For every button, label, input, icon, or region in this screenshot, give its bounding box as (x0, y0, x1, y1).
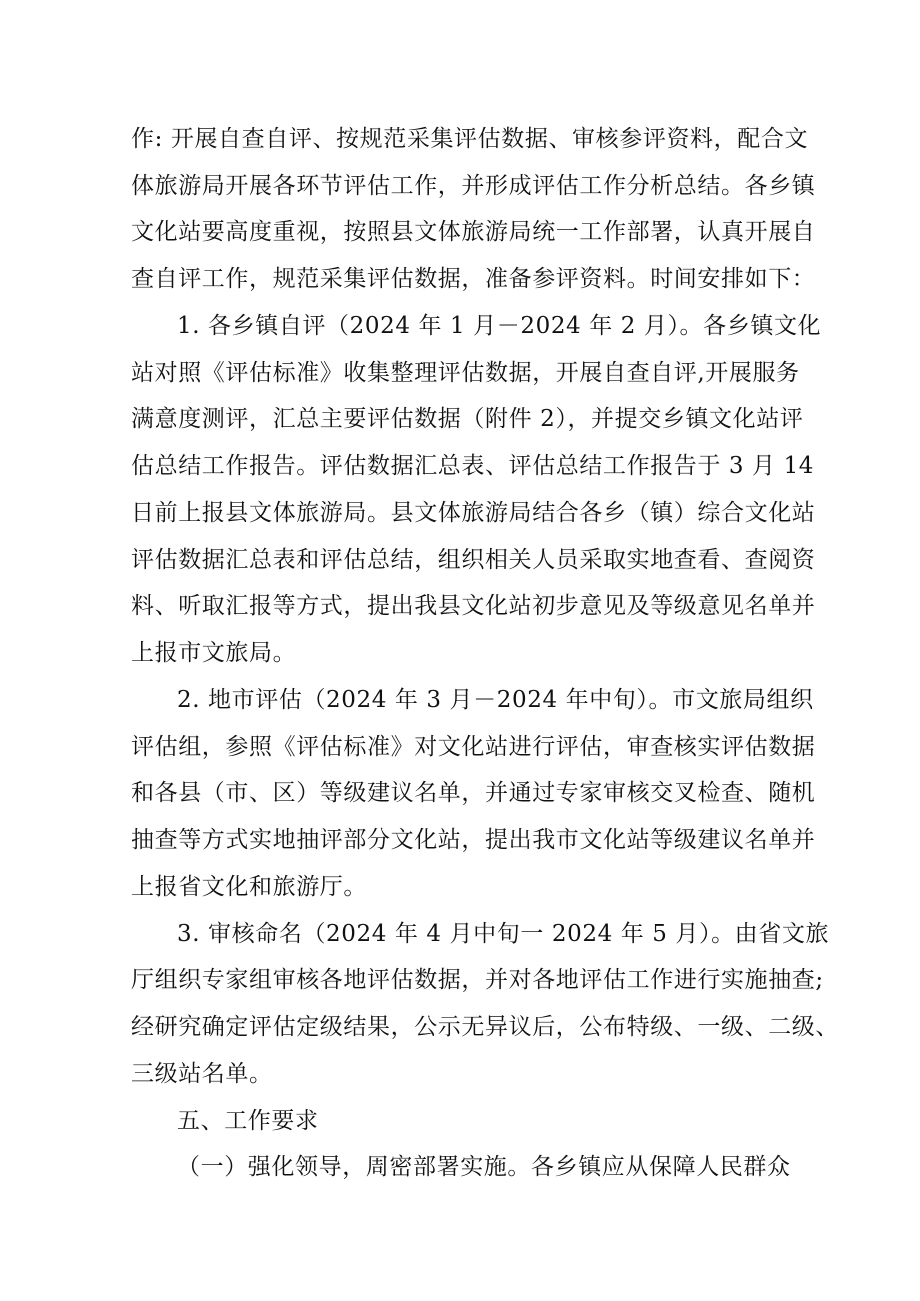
paragraph-line: 料、听取汇报等方式，提出我县文化站初步意见及等级意见名单并 (131, 593, 816, 619)
paragraph-line: 上报市文旅局。 (131, 640, 297, 666)
paragraph-line: 和各县（市、区）等级建议名单，并通过专家审核交叉检查、随机 (131, 780, 816, 806)
paragraph-line: 体旅游局开展各环节评估工作，并形成评估工作分析总结。各乡镇 (131, 173, 816, 199)
section-item-2-heading: 2. 地市评估（2024 年 3 月－2024 年中旬）。市文旅局组织 (177, 687, 814, 713)
paragraph-line: 上报省文化和旅游厅。 (131, 874, 367, 900)
paragraph-line: 文化站要高度重视，按照县文体旅游局统一工作部署，认真开展自 (131, 219, 816, 245)
section-heading: 五、工作要求 (177, 1108, 319, 1134)
paragraph-line: 厅组织专家组审核各地评估数据，并对各地评估工作进行实施抽查; (131, 967, 824, 993)
subsection-heading: （一）强化领导，周密部署实施。各乡镇应从保障人民群众 (177, 1154, 791, 1180)
paragraph-line: 评估数据汇总表和评估总结，组织相关人员采取实地查看、查阅资 (131, 547, 816, 573)
paragraph-line: 估总结工作报告。评估数据汇总表、评估总结工作报告于 3 月 14 (131, 453, 815, 479)
paragraph-line: 查自评工作，规范采集评估数据，准备参评资料。时间安排如下： (131, 266, 816, 292)
paragraph-line: 作: 开展自查自评、按规范采集评估数据、审核参评资料，配合文 (131, 126, 809, 152)
paragraph-line: 评估组，参照《评估标准》对文化站进行评估，审查核实评估数据 (131, 734, 816, 760)
paragraph-line: 三级站名单。 (131, 1061, 273, 1087)
paragraph-line: 抽查等方式实地抽评部分文化站，提出我市文化站等级建议名单并 (131, 827, 816, 853)
paragraph-line: 经研究确定评估定级结果，公示无异议后，公布特级、一级、二级、 (131, 1014, 839, 1040)
paragraph-line: 站对照《评估标准》收集整理评估数据，开展自查自评,开展服务 (131, 360, 800, 386)
section-item-3-heading: 3. 审核命名（2024 年 4 月中旬一 2024 年 5 月）。由省文旅 (177, 921, 830, 947)
paragraph-line: 满意度测评，汇总主要评估数据（附件 2），并提交乡镇文化站评 (131, 406, 804, 432)
section-item-1-heading: 1. 各乡镇自评（2024 年 1 月－2024 年 2 月）。各乡镇文化 (177, 313, 822, 339)
paragraph-line: 日前上报县文体旅游局。县文体旅游局结合各乡（镇）综合文化站 (131, 500, 816, 526)
